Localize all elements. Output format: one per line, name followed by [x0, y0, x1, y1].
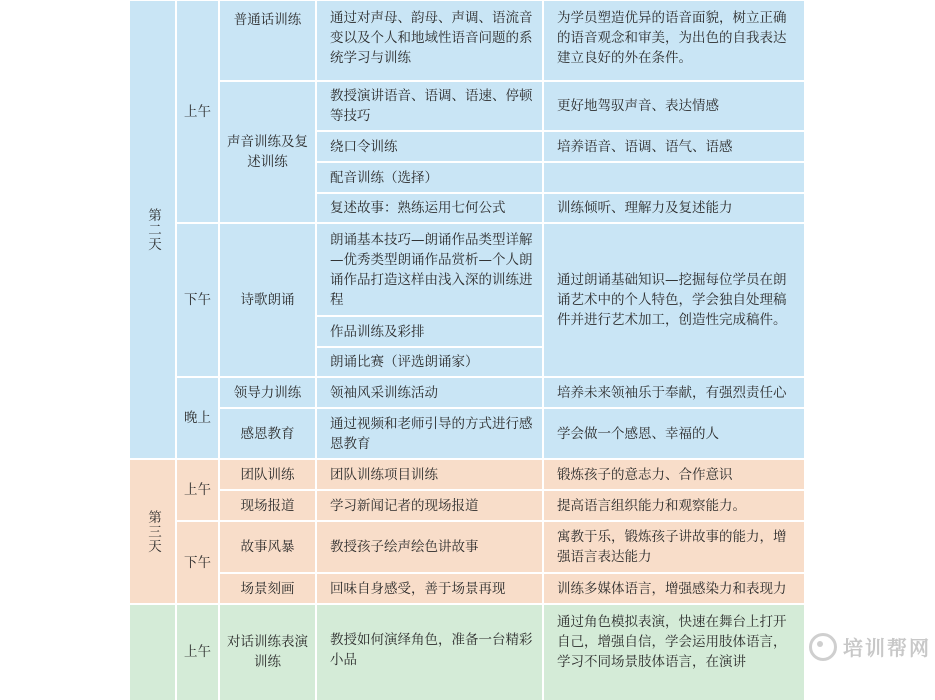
goal-cell: 通过角色模拟表演，快速在舞台上打开自己，增强自信，学会运用肢体语言，学习不同场景肢体语言，在演讲: [543, 604, 804, 700]
grid-line: [316, 346, 543, 348]
goal-cell: 训练倾听、理解力及复述能力: [543, 193, 804, 223]
grid-line: [315, 0, 317, 700]
topic-cell: 场景刻画: [219, 573, 316, 604]
grid-line: [316, 376, 543, 378]
grid-line: [543, 222, 804, 224]
grid-line: [543, 572, 804, 574]
grid-line: [543, 80, 804, 82]
goal-cell: 培养未来领袖乐于奉献，有强烈责任心: [543, 377, 804, 408]
grid-line: [316, 458, 543, 460]
goal-cell: 提高语言组织能力和观察能力。: [543, 490, 804, 521]
grid-line: [316, 192, 543, 194]
topic-cell: 领导力训练: [219, 377, 316, 408]
grid-line: [316, 222, 543, 224]
session-label: 上午: [176, 604, 219, 700]
goal-cell: 培养语音、语调、语气、语感: [543, 131, 804, 162]
content-cell: 朗诵比赛（评选朗诵家）: [316, 347, 543, 377]
grid-line: [543, 161, 804, 163]
day-label-day3: 第三天: [130, 459, 176, 604]
goal-cell: [543, 162, 804, 193]
grid-line: [543, 603, 804, 605]
goal-cell: 通过朗诵基础知识—挖掘每位学员在朗诵艺术中的个人特色，学会独自处理稿件并进行艺术加工，创造性完成稿件。: [543, 223, 804, 377]
grid-line: [218, 0, 220, 700]
goal-cell: 寓教于乐，锻炼孩子讲故事的能力，增强语言表达能力: [543, 521, 804, 573]
topic-cell: 现场报道: [219, 490, 316, 521]
content-cell: 朗诵基本技巧—朗诵作品类型详解—优秀类型朗诵作品赏析—个人朗诵作品打造这样由浅入深的训练进程: [316, 223, 543, 316]
topic-cell: 普通话训练: [219, 0, 316, 81]
session-label: 上午: [176, 0, 219, 223]
goal-cell: 更好地驾驭声音、表达情感: [543, 81, 804, 131]
grid-line: [316, 407, 543, 409]
content-cell: 绕口令训练: [316, 131, 543, 162]
content-cell: 通过对声母、韵母、声调、语流音变以及个人和地域性语音问题的系统学习与训练: [316, 0, 543, 81]
topic-cell: 团队训练: [219, 459, 316, 490]
session-label: 下午: [176, 223, 219, 377]
grid-line: [316, 80, 543, 82]
topic-cell: 诗歌朗诵: [219, 223, 316, 377]
content-cell: 团队训练项目训练: [316, 459, 543, 490]
content-cell: 回味自身感受，善于场景再现: [316, 573, 543, 604]
day-label-day2: 第二天: [130, 0, 176, 459]
grid-line: [316, 130, 543, 132]
content-cell: 复述故事：熟练运用七何公式: [316, 193, 543, 223]
content-cell: 教授如何演绎角色，准备一台精彩小品: [316, 604, 543, 700]
content-cell: 配音训练（选择）: [316, 162, 543, 193]
content-cell: 领袖风采训练活动: [316, 377, 543, 408]
content-cell: 教授孩子绘声绘色讲故事: [316, 521, 543, 573]
logo-icon: [809, 633, 837, 661]
grid-line: [316, 520, 543, 522]
watermark: [809, 632, 931, 661]
grid-line: [316, 603, 543, 605]
grid-line: [543, 520, 804, 522]
content-cell: 作品训练及彩排: [316, 316, 543, 347]
grid-line: [543, 0, 804, 1]
grid-line: [543, 407, 804, 409]
grid-line: [316, 489, 543, 491]
day-label-day4: [130, 604, 176, 700]
session-label: 上午: [176, 459, 219, 521]
watermark-text: 培训帮网: [843, 636, 931, 660]
session-label: 晚上: [176, 377, 219, 459]
schedule-table: [130, 0, 804, 700]
grid-line: [543, 489, 804, 491]
grid-line: [542, 0, 544, 700]
goal-cell: 为学员塑造优异的语音面貌，树立正确的语音观念和审美，为出色的自我表达建立良好的外在条件。: [543, 0, 804, 81]
grid-line: [316, 161, 543, 163]
goal-cell: 训练多媒体语言，增强感染力和表现力: [543, 573, 804, 604]
goal-cell: 学会做一个感恩、幸福的人: [543, 408, 804, 459]
content-cell: 通过视频和老师引导的方式进行感恩教育: [316, 408, 543, 459]
content-cell: 学习新闻记者的现场报道: [316, 490, 543, 521]
grid-line: [316, 315, 543, 317]
grid-line: [316, 572, 543, 574]
topic-cell: 故事风暴: [219, 521, 316, 573]
grid-line: [543, 130, 804, 132]
grid-line: [543, 376, 804, 378]
grid-line: [543, 458, 804, 460]
content-cell: 教授演讲语音、语调、语速、停顿等技巧: [316, 81, 543, 131]
topic-cell: 声音训练及复述训练: [219, 81, 316, 223]
grid-line: [316, 0, 543, 1]
topic-cell: 感恩教育: [219, 408, 316, 459]
goal-cell: 锻炼孩子的意志力、合作意识: [543, 459, 804, 490]
grid-line: [175, 0, 177, 700]
grid-line: [543, 192, 804, 194]
topic-cell: 对话训练表演训练: [219, 604, 316, 700]
session-label: 下午: [176, 521, 219, 604]
